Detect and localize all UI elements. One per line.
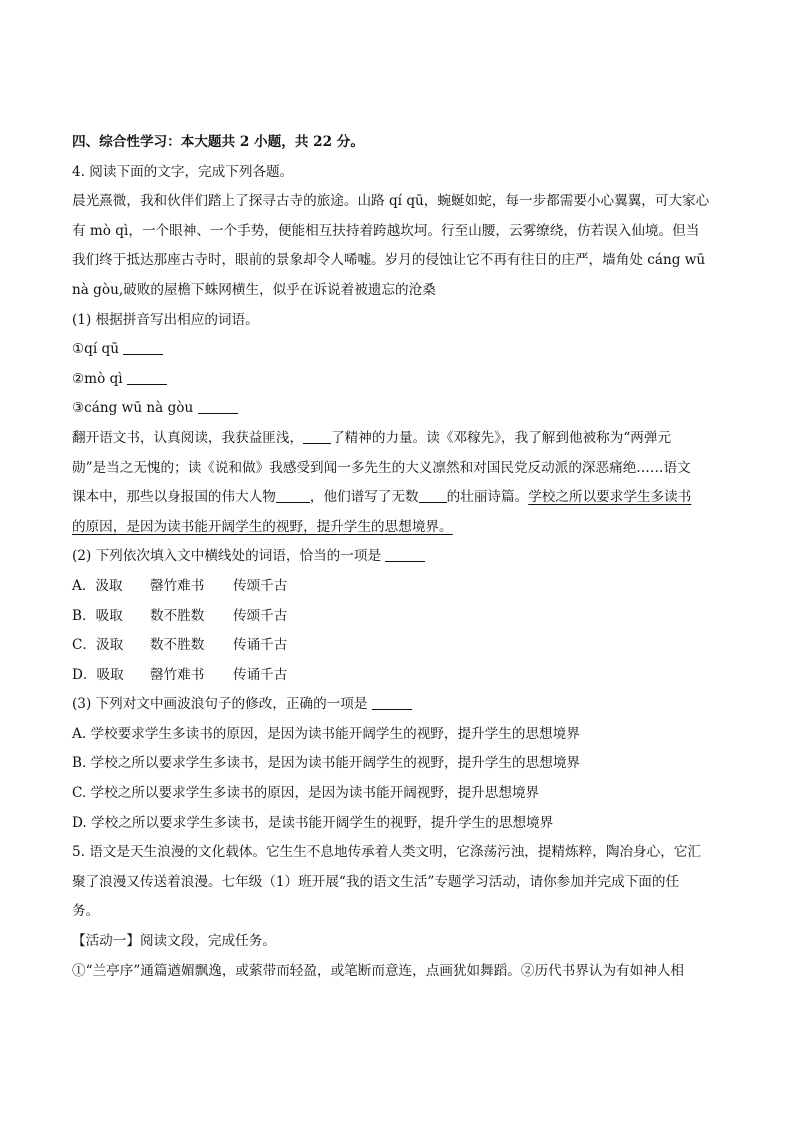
- passage-text: 翻开语文书，认真阅读，我获益匪浅，: [72, 429, 304, 446]
- passage-text: 晨光熹微，我和伙伴们踏上了探寻古寺的旅途。山路 qí qū，蜿蜒如蛇，每一步都需要小心翼翼，可大家心: [72, 193, 710, 210]
- question-text: (3) 下列对文中画波浪句子的修改，正确的一项是: [72, 696, 368, 713]
- option-word-1: A．汲取: [72, 577, 123, 594]
- intro-text: 5. 语文是天生浪漫的文化载体。它生生不息地传承着人类文明，它涤荡污浊，提精炼粹，陶冶身心，它汇: [72, 844, 702, 861]
- q4-passage-line: [72, 187, 722, 217]
- q4-sub1-item: [72, 394, 722, 424]
- wavy-sentence: 学校之所以要求学生多读书: [528, 489, 692, 506]
- sub2-option[interactable]: [72, 661, 722, 691]
- q4-passage-line: [72, 217, 722, 247]
- fill-blank[interactable]: [419, 488, 447, 503]
- passage-text: 有 mò qì，一个眼神、一个手势，便能相互扶持着跨越坎坷。行至山腰，云雾缭绕，仿若误入仙境。但当: [72, 222, 700, 239]
- q4-passage-line: nà gòu,破败的屋檐下蛛网横生，似乎在诉说着被遗忘的沧桑: [72, 281, 436, 298]
- option-word-3: 传诵千古: [233, 666, 288, 683]
- q4-title: 4. 阅读下面的文字，完成下列各题。: [72, 163, 294, 180]
- activity-text: ①“兰亭序”通篇遒媚飘逸，或萦带而轻盈，或笔断而意连，点画犹如舞蹈。②历代书界认为有如神人相: [72, 962, 685, 979]
- passage-text: 的壮丽诗篇。: [446, 489, 529, 506]
- sub3-option[interactable]: D. 学校之所以要求学生多读书，是读书能开阔学生的视野，提升学生的思想境界: [72, 814, 554, 831]
- answer-blank[interactable]: [372, 695, 412, 710]
- q4-sub1-title: (1) 根据拼音写出相应的词语。: [72, 311, 259, 328]
- sub2-option[interactable]: [72, 602, 722, 632]
- passage-text: 我们终于抵达那座古寺时，眼前的景象却令人唏嘘。岁月的侵蚀让它不再有往日的庄严，墙角处 cáng wū: [72, 252, 706, 269]
- pinyin-prompt: ②mò qì: [72, 370, 123, 387]
- q5-intro-line: [72, 838, 722, 868]
- question-text: (2) 下列依次填入文中横线处的词语，恰当的一项是: [72, 548, 382, 565]
- document-content: [72, 128, 722, 986]
- answer-blank[interactable]: [198, 399, 238, 414]
- q4-sub3-title: [72, 690, 722, 720]
- option-word-2: 数不胜数: [150, 607, 205, 624]
- passage-text: 了精神的力量。读《邓稼先》，我了解到他被称为“两弹元: [331, 429, 672, 446]
- option-word-1: C．汲取: [72, 637, 124, 654]
- q5-intro-line: [72, 868, 722, 898]
- option-word-2: 罄竹难书: [150, 577, 205, 594]
- sub3-option[interactable]: A. 学校要求学生多读书的原因，是因为读书能开阔学生的视野，提升学生的思想境界: [72, 725, 580, 742]
- option-word-2: 数不胜数: [150, 637, 205, 654]
- option-word-1: B．吸取: [72, 607, 123, 624]
- q4-sub1-item: [72, 365, 722, 395]
- q5-intro-line: 务。: [72, 903, 100, 920]
- fill-blank[interactable]: [276, 488, 310, 503]
- q4-passage2-line: [72, 513, 722, 543]
- sub2-option[interactable]: [72, 631, 722, 661]
- q4-sub1-item: [72, 335, 722, 365]
- q4-sub2-title: [72, 542, 722, 572]
- fill-blank[interactable]: [303, 429, 331, 444]
- option-word-3: 传颂千古: [233, 577, 288, 594]
- pinyin-prompt: ①qí qū: [72, 341, 120, 358]
- option-word-3: 传颂千古: [233, 607, 288, 624]
- q4-passage2-line: 勋”是当之无愧的；读《说和做》我感受到闻一多先生的大义凛然和对国民党反动派的深恶痛绝……语文: [72, 459, 691, 476]
- intro-text: 聚了浪漫又传送着浪漫。七年级（1）班开展“我的语文生活”专题学习活动，请你参加并完成下面的任: [72, 873, 680, 890]
- sub2-option[interactable]: [72, 572, 722, 602]
- answer-blank[interactable]: [123, 340, 163, 355]
- answer-blank[interactable]: [385, 547, 425, 562]
- sub3-option[interactable]: B. 学校之所以要求学生多读书，是因为读书能开阔学生的视野，提升学生的思想境界: [72, 755, 581, 772]
- q4-passage2-line: [72, 483, 722, 513]
- passage-text: ，他们谱写了无数: [309, 489, 419, 506]
- activity1-text: [72, 957, 722, 987]
- answer-blank[interactable]: [127, 370, 167, 385]
- passage-text: 课本中，那些以身报国的伟大人物: [72, 489, 276, 506]
- sub3-option[interactable]: C. 学校之所以要求学生多读书的原因，是因为读书能开阔视野，提升思想境界: [72, 785, 540, 802]
- activity1-title: 【活动一】阅读文段，完成任务。: [72, 933, 276, 950]
- option-word-3: 传诵千古: [233, 637, 288, 654]
- section-header: 四、综合性学习：本大题共 2 小题，共 22 分。: [72, 134, 364, 150]
- wavy-sentence: 的原因，是因为读书能开阔学生的视野，提升学生的思想境界。: [72, 518, 453, 535]
- q4-passage2-line: [72, 424, 722, 454]
- option-word-2: 罄竹难书: [150, 666, 205, 683]
- q4-passage-line: [72, 246, 722, 276]
- pinyin-prompt: ③cáng wū nà gòu: [72, 400, 194, 417]
- option-word-1: D．吸取: [72, 666, 124, 683]
